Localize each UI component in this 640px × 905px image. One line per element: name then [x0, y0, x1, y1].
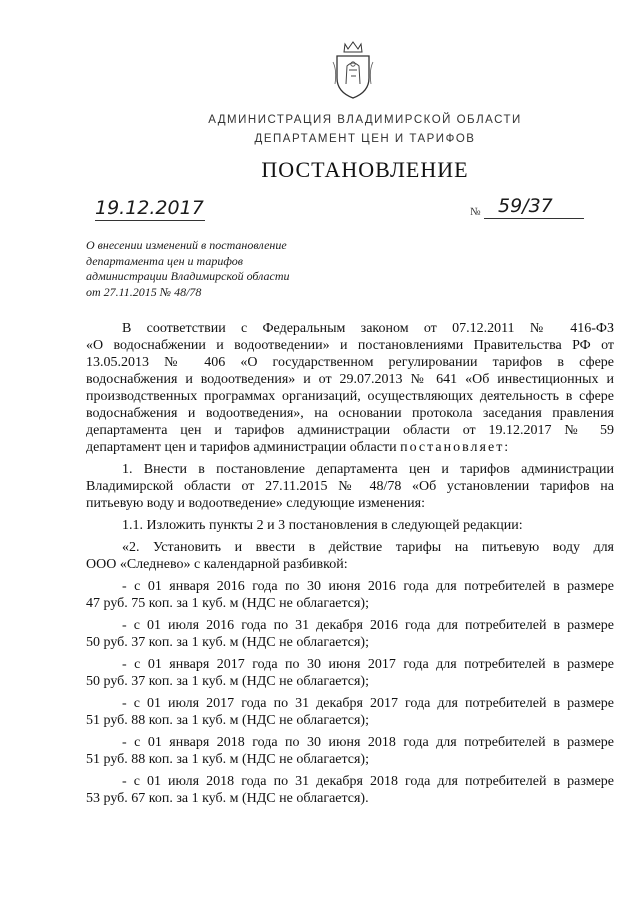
- tariff-period-line: - с 01 января 2018 года по 30 июня 2018 года для потребителей в размере: [122, 735, 614, 750]
- tariff-price-line: 50 руб. 37 коп. за 1 куб. м (НДС не облагается);: [86, 635, 369, 650]
- tariff-period-line: - с 01 января 2016 года по 30 июня 2016 года для потребителей в размере: [122, 579, 614, 594]
- item-2-paragraph: [86, 539, 614, 556]
- tariff-period-line: - с 01 июля 2016 года по 31 декабря 2016 года для потребителей в размере: [122, 618, 614, 633]
- tariff-item: [86, 617, 614, 651]
- preamble-line: производственных программах организаций, осуществляющих деятельность в сфере: [86, 389, 614, 404]
- preamble-line: 13.05.2013 № 406 «О государственном регулировании тарифов в сфере: [86, 355, 614, 370]
- item-1-line: Владимирской области от 27.11.2015 № 48/78 «Об установлении тарифов на: [86, 479, 614, 494]
- preamble-line: водоснабжения и водоотведения», на основании протокола заседания правления: [86, 406, 614, 421]
- tariff-period-line: - с 01 июля 2018 года по 31 декабря 2018 года для потребителей в размере: [122, 774, 614, 789]
- preamble-line: департамента цен и тарифов администрации области от 19.12.2017 № 59: [86, 423, 614, 438]
- item-2-line: «2. Установить и ввести в действие тарифы на питьевую воду для: [122, 540, 614, 555]
- preamble-paragraph: [86, 320, 614, 337]
- document-number: 59/37: [484, 194, 584, 219]
- item-1-line: 1. Внести в постановление департамента цен и тарифов администрации: [122, 462, 614, 477]
- preamble-end: департамент цен и тарифов администрации области: [86, 440, 397, 455]
- number-sign: №: [470, 206, 481, 218]
- item-2-line: ООО «Следнево» с календарной разбивкой:: [86, 557, 348, 572]
- tariff-period-line: - с 01 июля 2017 года по 31 декабря 2017 года для потребителей в размере: [122, 696, 614, 711]
- tariff-price-line: 53 руб. 67 коп. за 1 куб. м (НДС не облагается).: [86, 791, 369, 806]
- resolves-verb: постановляет:: [400, 440, 511, 455]
- tariff-item: [86, 773, 614, 807]
- subject-line: О внесении изменений в постановление: [86, 238, 287, 252]
- tariff-item: [86, 656, 614, 690]
- preamble-line: [86, 439, 614, 456]
- item-1-paragraph: [86, 461, 614, 478]
- document-type-title: ПОСТАНОВЛЕНИЕ: [261, 157, 469, 182]
- subject-line: администрации Владимирской области: [86, 269, 290, 284]
- tariff-price-line: 51 руб. 88 коп. за 1 куб. м (НДС не облагается);: [86, 752, 369, 767]
- tariff-period-line: - с 01 января 2017 года по 30 июня 2017 года для потребителей в размере: [122, 657, 614, 672]
- document-body: [86, 320, 614, 807]
- tariff-item: [86, 734, 614, 768]
- document-subject: [86, 238, 336, 300]
- tariff-price-line: 51 руб. 88 коп. за 1 куб. м (НДС не облагается);: [86, 713, 369, 728]
- tariff-item: [86, 578, 614, 612]
- item-1-1-line: 1.1. Изложить пункты 2 и 3 постановления в следующей редакции:: [122, 518, 523, 533]
- tariff-price-line: 47 руб. 75 коп. за 1 куб. м (НДС не облагается);: [86, 596, 369, 611]
- document-date: 19.12.2017: [95, 197, 204, 219]
- department-name: ДЕПАРТАМЕНТ ЦЕН И ТАРИФОВ: [254, 133, 476, 145]
- organization-name: АДМИНИСТРАЦИЯ ВЛАДИМИРСКОЙ ОБЛАСТИ: [208, 114, 522, 126]
- subject-line: департамента цен и тарифов: [86, 253, 243, 268]
- preamble-line: водоснабжения и водоотведения» и от 29.07.2013 № 641 «Об инвестиционных и: [86, 372, 614, 387]
- coat-of-arms-emblem: [331, 40, 375, 100]
- tariff-item: [86, 695, 614, 729]
- item-1-1-paragraph: [86, 517, 614, 534]
- tariff-price-line: 50 руб. 37 коп. за 1 куб. м (НДС не облагается);: [86, 674, 369, 689]
- item-1-line: питьевую воду и водоотведение» следующие изменения:: [86, 496, 425, 511]
- subject-line: от 27.11.2015 № 48/78: [86, 284, 202, 299]
- tariff-list: [86, 573, 614, 807]
- preamble-line: В соответствии с Федеральным законом от 07.12.2011 № 416-ФЗ: [122, 321, 614, 336]
- preamble-line: «О водоснабжении и водоотведении» и постановлениями Правительства РФ от: [86, 338, 614, 353]
